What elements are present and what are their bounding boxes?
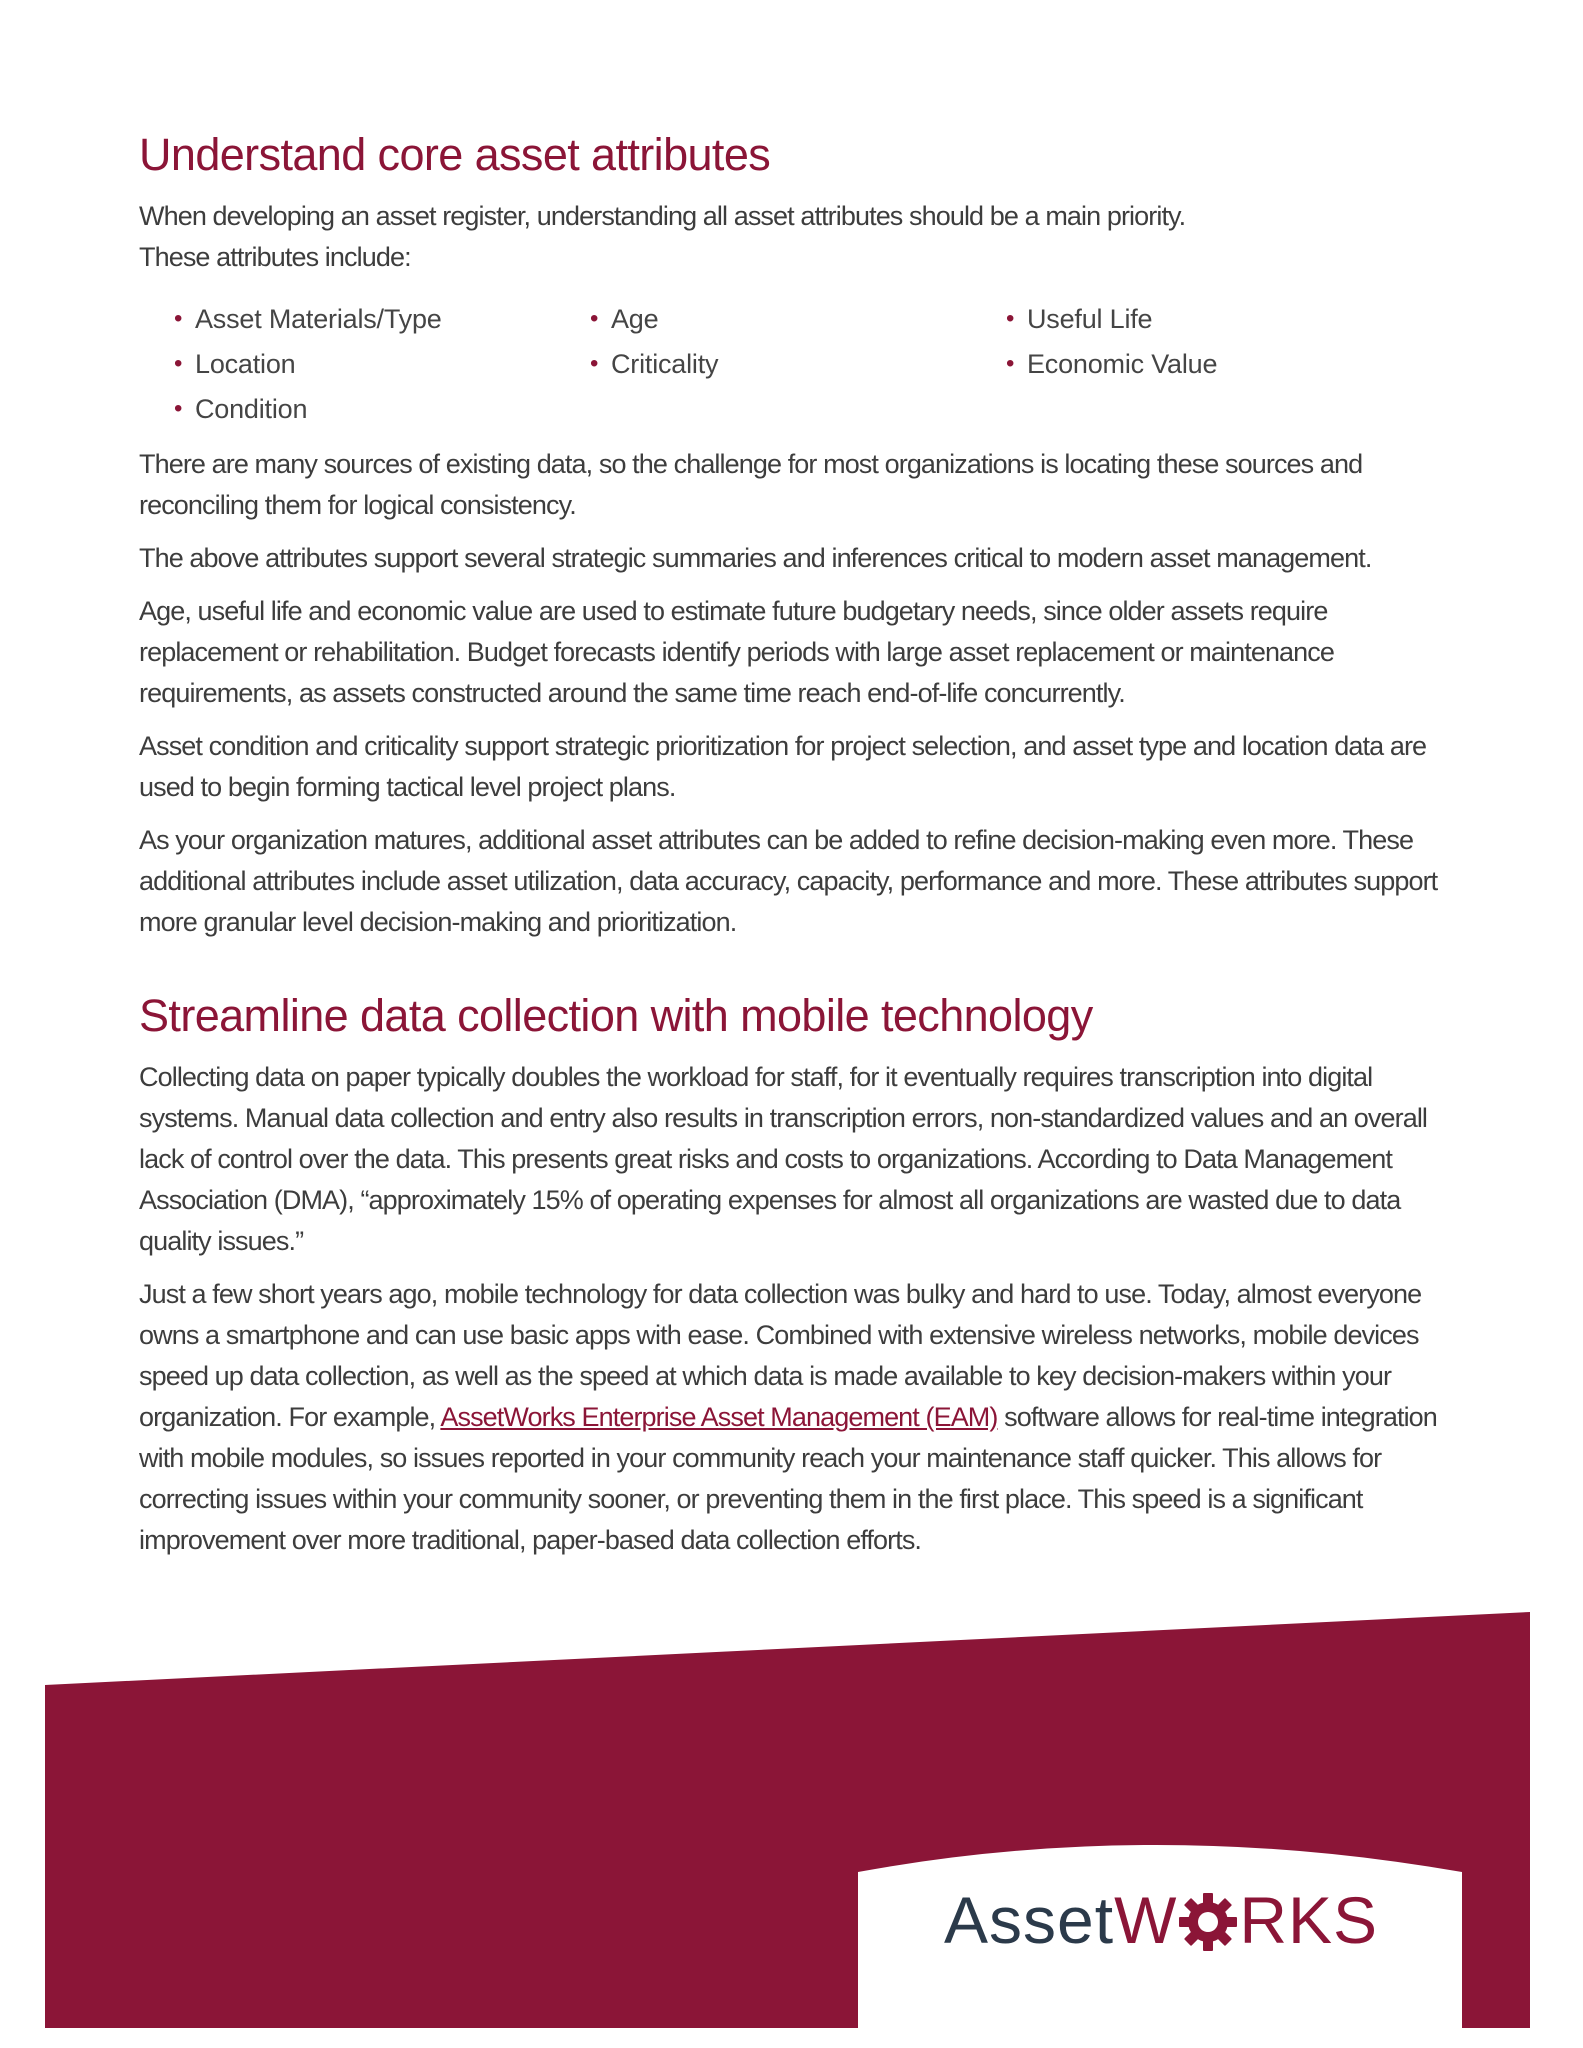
body-paragraph: The above attributes support several strategic summaries and inferences critical to modern asset management. xyxy=(139,543,1372,573)
bullet-icon: • xyxy=(590,350,599,377)
bullet-icon: • xyxy=(174,395,183,422)
list-item-label: Economic Value xyxy=(1027,349,1218,379)
list-item xyxy=(1006,298,1422,340)
body-paragraph-with-link xyxy=(139,1274,1439,1561)
logo-text-w: W xyxy=(1114,1883,1178,1957)
paragraph-text: software allows for real-time integration with mobile modules, so issues reported in your community reach your maintenance staff quicker. This allows for correcting issues within your community sooner, or preventing them in the first place. This speed is a significant improvement over more traditional, paper-based data collection efforts. xyxy=(139,1402,1437,1555)
bullet-icon: • xyxy=(590,305,599,332)
intro-paragraph xyxy=(139,196,1439,278)
section-heading-mobile-technology: Streamline data collection with mobile technology xyxy=(139,990,1093,1041)
intro-line-2: These attributes include: xyxy=(139,242,411,272)
paragraph-text: Just a few short years ago, mobile technology for data collection was bulky and hard to use. Today, almost everyone owns a smartphone and can use basic apps with ease. Combined with extensive wireless networks, mobile devices speed up data collection, as well as the speed at which data is made available to key decision-makers within your organization. For example, xyxy=(139,1279,1422,1432)
list-item-label: Location xyxy=(195,349,296,379)
attribute-list xyxy=(139,298,1439,430)
body-paragraph: Age, useful life and economic value are used to estimate future budgetary needs, since older assets require replacement or rehabilitation. Budget forecasts identify periods with large asset replacement or maintenance requirements, as assets constructed around the same time reach end-of-life concurrently. xyxy=(139,596,1335,708)
eam-link[interactable]: AssetWorks Enterprise Asset Management (EAM) xyxy=(440,1402,998,1432)
bullet-icon: • xyxy=(1006,350,1015,377)
footer-band xyxy=(0,1600,1583,2048)
section-heading-core-attributes: Understand core asset attributes xyxy=(139,129,771,180)
list-item xyxy=(590,298,1006,340)
list-item-label: Criticality xyxy=(611,349,719,379)
bullet-icon: • xyxy=(174,350,183,377)
body-paragraph: Asset condition and criticality support strategic prioritization for project selection, and asset type and location data are used to begin forming tactical level project plans. xyxy=(139,731,1427,802)
body-paragraph: Collecting data on paper typically doubles the workload for staff, for it eventually requires transcription into digital systems. Manual data collection and entry also results in transcription errors, non-standardized values and an overall lack of control over the data. This presents great risks and costs to organizations. According to Data Management Association (DMA), “approximately 15% of operating expenses for almost all organizations are wasted due to data quality issues.” xyxy=(139,1062,1428,1256)
bullet-icon: • xyxy=(1006,305,1015,332)
list-item xyxy=(1006,343,1422,385)
list-item-label: Condition xyxy=(195,394,308,424)
logo-text-rks: RKS xyxy=(1239,1883,1379,1957)
list-item xyxy=(174,298,590,340)
list-item-label: Useful Life xyxy=(1027,304,1153,334)
list-item-label: Asset Materials/Type xyxy=(195,304,442,334)
logo-text-asset: Asset xyxy=(944,1883,1115,1957)
page-content xyxy=(139,126,1439,1561)
body-paragraph: There are many sources of existing data, so the challenge for most organizations is locating these sources and reconciling them for logical consistency. xyxy=(139,449,1363,520)
body-paragraph: As your organization matures, additional asset attributes can be added to refine decision-making even more. These additional attributes include asset utilization, data accuracy, capacity, performance and more. These attributes support more granular level decision-making and prioritization. xyxy=(139,825,1438,937)
list-item xyxy=(174,343,590,385)
assetworks-logo xyxy=(944,1880,1379,1960)
bullet-icon: • xyxy=(174,305,183,332)
list-item xyxy=(590,343,1006,385)
list-item-label: Age xyxy=(611,304,659,334)
gear-icon xyxy=(1177,1880,1239,1960)
intro-line-1: When developing an asset register, understanding all asset attributes should be a main priority. xyxy=(139,201,1186,231)
list-item xyxy=(174,388,590,430)
